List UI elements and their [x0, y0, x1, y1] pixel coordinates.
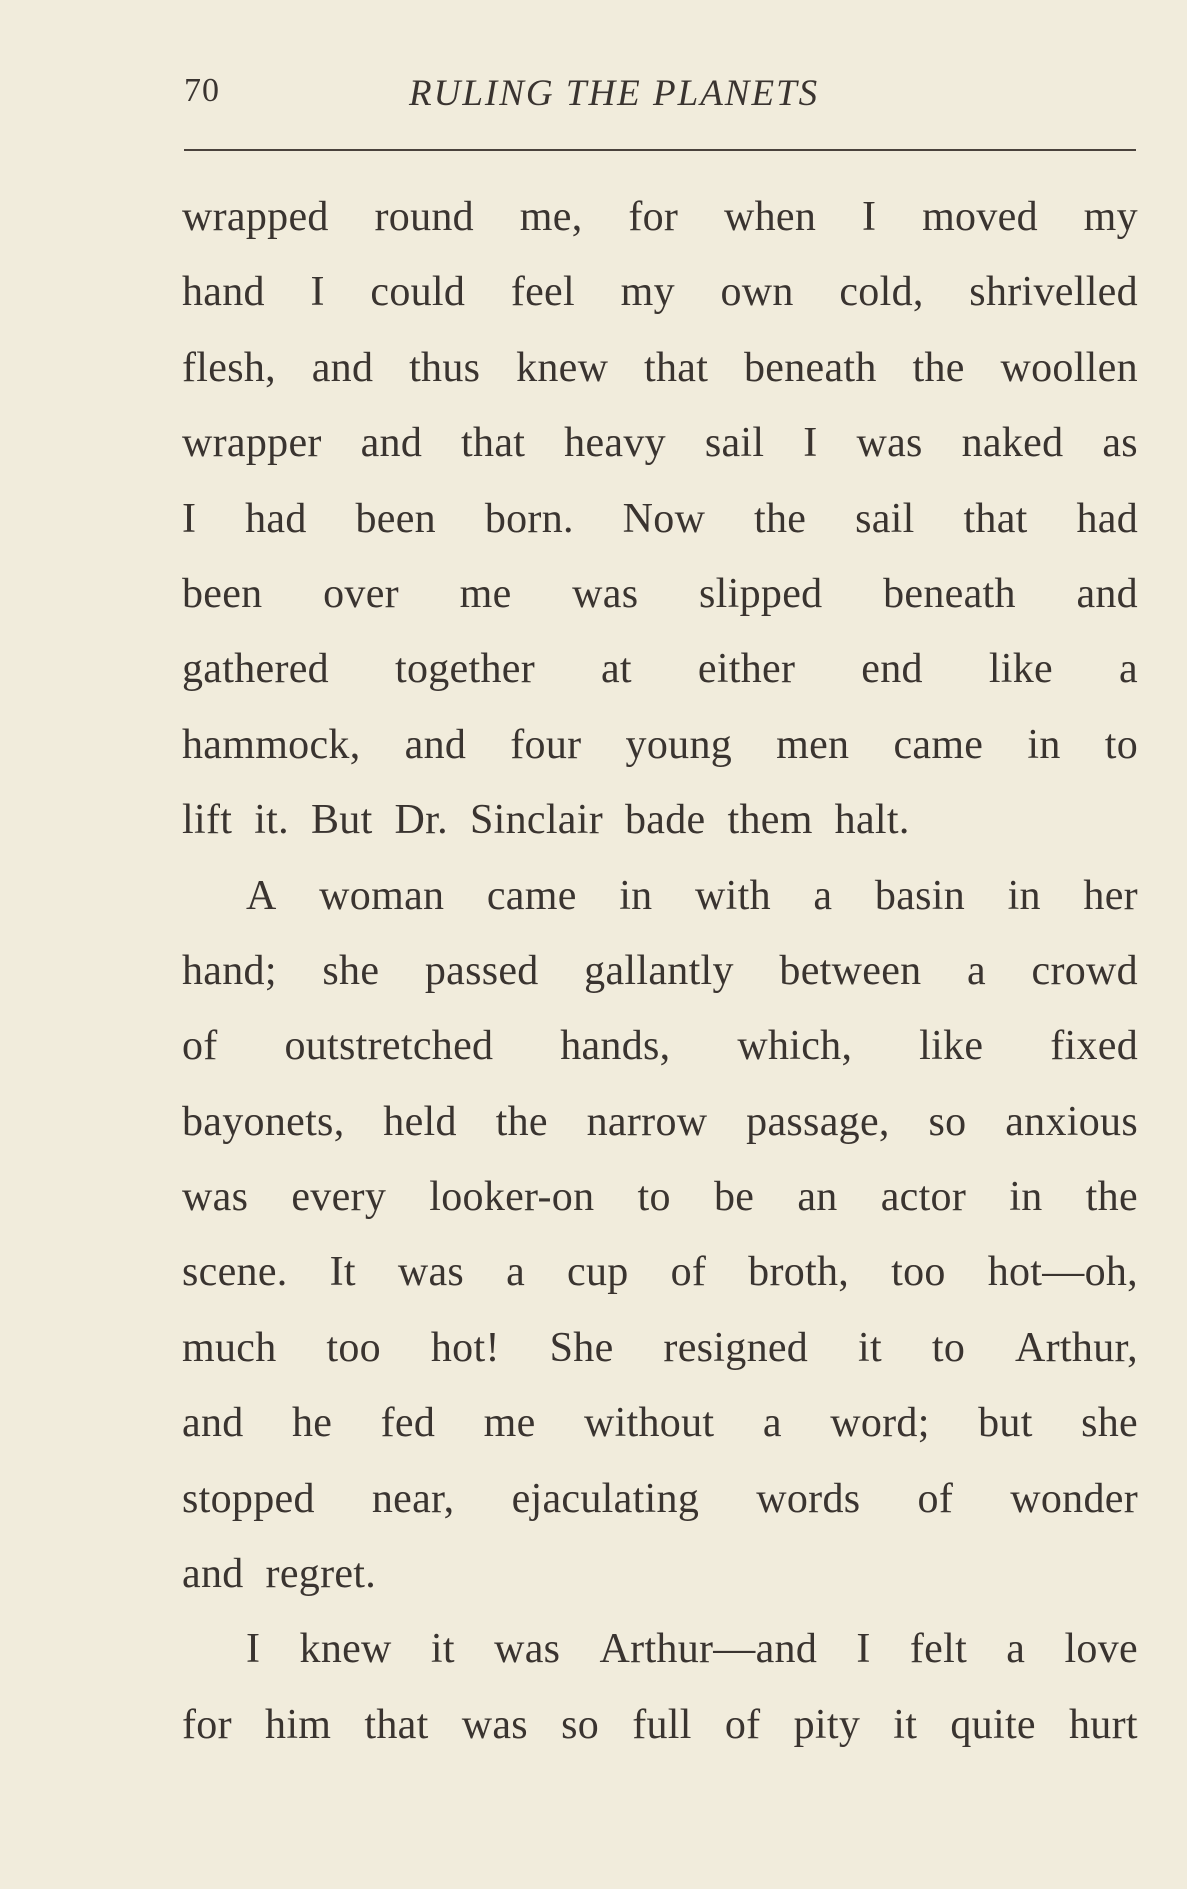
word: quite [950, 1701, 1036, 1748]
running-head [184, 72, 1136, 122]
word: and [182, 1551, 244, 1598]
text-line [182, 1398, 1138, 1473]
word: lift [182, 797, 233, 844]
word: like [988, 646, 1053, 693]
word: in [1027, 721, 1061, 768]
word: She [549, 1324, 614, 1371]
word: she [1081, 1400, 1138, 1447]
word: wrapper [182, 420, 322, 467]
word: passed [424, 947, 539, 994]
word: fixed [1050, 1023, 1138, 1070]
word: word; [830, 1400, 930, 1447]
word: full [632, 1701, 692, 1748]
word: for [182, 1701, 232, 1748]
word: words [756, 1475, 861, 1522]
word: but [978, 1400, 1033, 1447]
word: woman [319, 872, 445, 919]
word: was [494, 1626, 561, 1673]
word: cold, [839, 269, 924, 316]
word: to [931, 1324, 966, 1371]
word: me [483, 1400, 536, 1447]
word: that [963, 495, 1028, 542]
word: looker-on [429, 1174, 595, 1221]
word: had [1076, 495, 1138, 542]
text-line [182, 494, 1138, 569]
word: an [797, 1174, 838, 1221]
word: basin [874, 872, 966, 919]
word: I [803, 420, 818, 467]
word: the [495, 1098, 548, 1145]
word: broth, [748, 1249, 850, 1296]
word: A [246, 872, 277, 919]
word: it [858, 1324, 882, 1371]
word: hurt [1069, 1701, 1138, 1748]
word: crowd [1031, 947, 1138, 994]
word: her [1083, 872, 1138, 919]
word: moved [922, 194, 1038, 240]
word: that [364, 1701, 429, 1748]
word: Now [622, 495, 706, 542]
word: beneath [883, 570, 1016, 617]
word: was [572, 570, 639, 617]
word: me, [519, 194, 583, 240]
word: the [754, 495, 807, 542]
word: knew [299, 1626, 392, 1673]
word: it [430, 1626, 455, 1673]
word: and [360, 420, 423, 467]
word: was [461, 1701, 528, 1748]
word: she [322, 947, 380, 994]
word: I [861, 194, 877, 240]
word: without [583, 1400, 715, 1447]
word: sail [855, 495, 915, 542]
word: scene. [182, 1249, 288, 1296]
header-rule [184, 149, 1136, 151]
word: near, [371, 1475, 455, 1522]
word: so [561, 1701, 600, 1748]
word: regret. [265, 1551, 377, 1598]
word: came [486, 872, 577, 919]
word: anxious [1005, 1098, 1138, 1145]
word: own [720, 269, 794, 316]
text-line [182, 1549, 1138, 1624]
word: the [912, 344, 965, 391]
word: to [1104, 721, 1138, 768]
word: shrivelled [969, 269, 1138, 316]
word: I [182, 495, 197, 542]
word: of [724, 1701, 761, 1748]
word: It [329, 1249, 356, 1296]
word: between [779, 947, 922, 994]
word: had [245, 495, 307, 542]
word: passage, [746, 1098, 890, 1145]
word: round [374, 194, 474, 240]
word: was [856, 420, 923, 467]
word: knew [516, 344, 609, 391]
word: my [620, 269, 675, 316]
word: Arthur, [1015, 1324, 1138, 1371]
word: But [310, 797, 373, 844]
word: ejaculating [511, 1475, 700, 1522]
running-title: RULING THE PLANETS [409, 73, 820, 114]
text-line [182, 871, 1138, 946]
word: four [510, 721, 582, 768]
text-line [182, 192, 1138, 267]
word: to [637, 1174, 671, 1221]
word: of [182, 1023, 218, 1070]
word: narrow [586, 1098, 708, 1145]
word: fed [380, 1400, 436, 1447]
word: gathered [182, 646, 329, 693]
word: thus [409, 344, 481, 391]
word: over [323, 570, 399, 617]
word: a [813, 872, 833, 919]
text-line [182, 267, 1138, 342]
word: gallantly [584, 947, 734, 994]
text-line [182, 343, 1138, 418]
text-line [182, 1323, 1138, 1398]
word: of [670, 1249, 707, 1296]
word: and [404, 721, 467, 768]
text-line [182, 644, 1138, 719]
word: in [1007, 872, 1041, 919]
word: much [182, 1324, 277, 1371]
word: with [695, 872, 771, 919]
word: a [762, 1400, 782, 1447]
word: I [246, 1626, 261, 1673]
word: and [311, 344, 374, 391]
word: naked [961, 420, 1064, 467]
word: heavy [564, 420, 666, 467]
word: me [459, 570, 512, 617]
word: came [893, 721, 984, 768]
word: outstretched [284, 1023, 494, 1070]
word: actor [880, 1174, 967, 1221]
word: love [1064, 1626, 1138, 1673]
word: born. [484, 495, 574, 542]
text-line [182, 946, 1138, 1021]
word: was [397, 1249, 465, 1296]
word: men [776, 721, 850, 768]
word: stopped [182, 1475, 315, 1522]
text-line [182, 720, 1138, 795]
word: my [1083, 194, 1138, 240]
word: too [326, 1324, 381, 1371]
text-line [182, 569, 1138, 644]
word: in [619, 872, 653, 919]
word: halt. [834, 797, 910, 844]
word: been [182, 570, 263, 617]
word: pity [793, 1701, 861, 1748]
text-line [182, 1247, 1138, 1322]
word: them [727, 797, 813, 844]
text-line [182, 1474, 1138, 1549]
word: like [919, 1023, 984, 1070]
word: felt [909, 1626, 968, 1673]
text-line [182, 1624, 1138, 1699]
word: for [628, 194, 679, 240]
word: end [861, 646, 923, 693]
word: the [1085, 1174, 1138, 1221]
text-line [182, 1172, 1138, 1247]
word: wrapped [182, 194, 329, 240]
word: been [355, 495, 436, 542]
word: which, [737, 1023, 853, 1070]
word: and [1076, 570, 1138, 617]
word: he [291, 1400, 333, 1447]
word: cup [567, 1249, 629, 1296]
text-line [182, 1097, 1138, 1172]
word: at [600, 646, 632, 693]
word: it [893, 1701, 918, 1748]
word: together [394, 646, 535, 693]
word: could [370, 269, 466, 316]
page-number: 70 [184, 72, 220, 109]
word: hands, [560, 1023, 671, 1070]
word: in [1009, 1174, 1043, 1221]
word: hot! [430, 1324, 500, 1371]
word: slipped [699, 570, 823, 617]
word: sail [704, 420, 765, 467]
word: it. [254, 797, 289, 844]
word: either [697, 646, 796, 693]
word: I [310, 269, 325, 316]
word: I [856, 1626, 871, 1673]
word: Sinclair [469, 797, 603, 844]
word: hot—oh, [987, 1249, 1138, 1296]
word: him [265, 1701, 332, 1748]
text-line [182, 418, 1138, 493]
word: that [461, 420, 526, 467]
word: bayonets, [182, 1098, 345, 1145]
word: that [644, 344, 709, 391]
word: too [891, 1249, 946, 1296]
word: a [1118, 646, 1138, 693]
word: of [917, 1475, 954, 1522]
word: hand; [182, 947, 277, 994]
word: hammock, [182, 721, 361, 768]
word: a [506, 1249, 526, 1296]
text-line [182, 1021, 1138, 1096]
word: every [291, 1174, 387, 1221]
text-line [182, 795, 1138, 870]
word: a [1006, 1626, 1026, 1673]
word: feel [510, 269, 575, 316]
word: a [967, 947, 986, 994]
text-line [182, 1700, 1138, 1775]
body-text [182, 192, 1138, 1775]
word: when [723, 194, 817, 240]
word: and [182, 1400, 244, 1447]
word: beneath [744, 344, 877, 391]
word: held [383, 1098, 457, 1145]
word: resigned [663, 1324, 809, 1371]
word: be [713, 1174, 755, 1221]
word: wonder [1010, 1475, 1138, 1522]
word: flesh, [182, 344, 276, 391]
word: as [1102, 420, 1138, 467]
word: Dr. [394, 797, 448, 844]
word: so [928, 1098, 967, 1145]
word: woollen [1000, 344, 1138, 391]
word: was [182, 1174, 249, 1221]
word: hand [182, 269, 265, 316]
word: young [625, 721, 733, 768]
word: bade [625, 797, 706, 844]
word: Arthur—and [599, 1626, 818, 1673]
